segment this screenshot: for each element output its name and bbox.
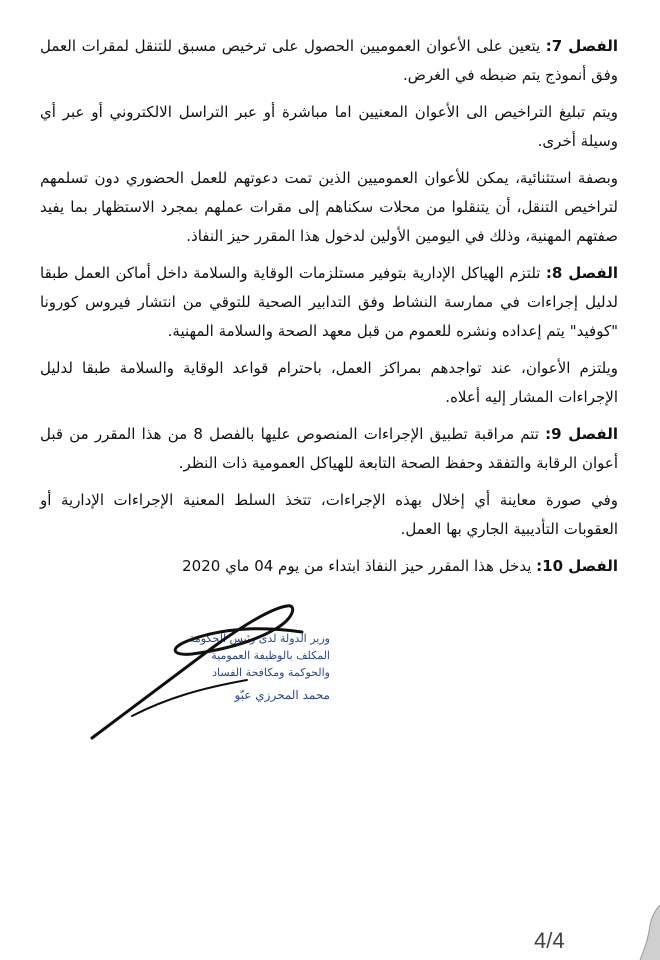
paragraph-text: ويلتزم الأعوان، عند تواجدهم بمراكز العمل، باحترام قواعد الوقاية والسلامة طبقا لدليل الإجراءات المشار إليه أعلاه. bbox=[40, 359, 618, 406]
article-text: تتم مراقبة تطبيق الإجراءات المنصوص عليها بالفصل 8 من هذا المقرر من قبل أعوان الرقابة والتفقد وحفظ الصحة التابعة للهياكل العمومية ذات النظر. bbox=[40, 425, 618, 472]
paragraph-text: ويتم تبليغ التراخيص الى الأعوان المعنيين اما مباشرة أو عبر التراسل الالكتروني أو عبر أي وسيلة أخرى. bbox=[40, 103, 618, 150]
page-curl-icon[interactable] bbox=[630, 905, 660, 960]
article-9 bbox=[40, 420, 618, 478]
article-8 bbox=[40, 259, 618, 346]
paragraph-text: وفي صورة معاينة أي إخلال بهذه الإجراءات، تتخذ السلط المعنية الإجراءات الإدارية أو العقوبات التأديبية الجاري بها العمل. bbox=[40, 491, 618, 538]
signatory-title-line: وزير الدولة لدى رئيس الحكومة bbox=[189, 632, 330, 645]
article-text: يتعين على الأعوان العموميين الحصول على ترخيص مسبق للتنقل لمقرات العمل وفق أنموذج يتم ضبطه في الغرض. bbox=[40, 37, 618, 84]
document-body bbox=[40, 32, 618, 589]
article-label: الفصل 7: bbox=[545, 37, 618, 55]
article-text: يدخل هذا المقرر حيز النفاذ ابتداء من يوم 04 ماي 2020 bbox=[182, 557, 537, 575]
paragraph bbox=[40, 98, 618, 156]
article-label: الفصل 9: bbox=[545, 425, 618, 443]
article-7 bbox=[40, 32, 618, 90]
signatory-title-line: والحوكمة ومكافحة الفساد bbox=[212, 666, 330, 679]
signatory-title-line: المكلف بالوظيفة العمومية bbox=[211, 649, 330, 662]
paragraph bbox=[40, 486, 618, 544]
signatory-name: محمد المحرزي عبّو bbox=[234, 688, 330, 702]
paragraph bbox=[40, 354, 618, 412]
paragraph-text: وبصفة استثنائية، يمكن للأعوان العموميين الذين تمت دعوتهم للعمل الحضوري دون تسلمهم لتراخيص التنقل، أن يتنقلوا من محلات سكناهم إلى مقرات عملهم بمجرد الاستظهار بما يفيد صفتهم المهنية، وذلك في اليومين الأولين لدخول هذا المقرر حيز النفاذ. bbox=[40, 169, 618, 245]
paragraph bbox=[40, 164, 618, 251]
handwritten-signature bbox=[72, 598, 322, 748]
page-indicator: 4/4 bbox=[534, 928, 565, 953]
article-10 bbox=[40, 552, 618, 581]
article-text: تلتزم الهياكل الإدارية بتوفير مستلزمات الوقاية والسلامة داخل أماكن العمل طبقا لدليل إجراءات في ممارسة النشاط وفق التدابير الصحية للتوقي من انتشار فيروس كورونا "كوفيد" يتم إعداده ونشره للعموم من قبل معهد الصحة والسلامة المهنية. bbox=[40, 264, 618, 340]
article-label: الفصل 8: bbox=[545, 264, 618, 282]
article-label: الفصل 10: bbox=[536, 557, 618, 575]
